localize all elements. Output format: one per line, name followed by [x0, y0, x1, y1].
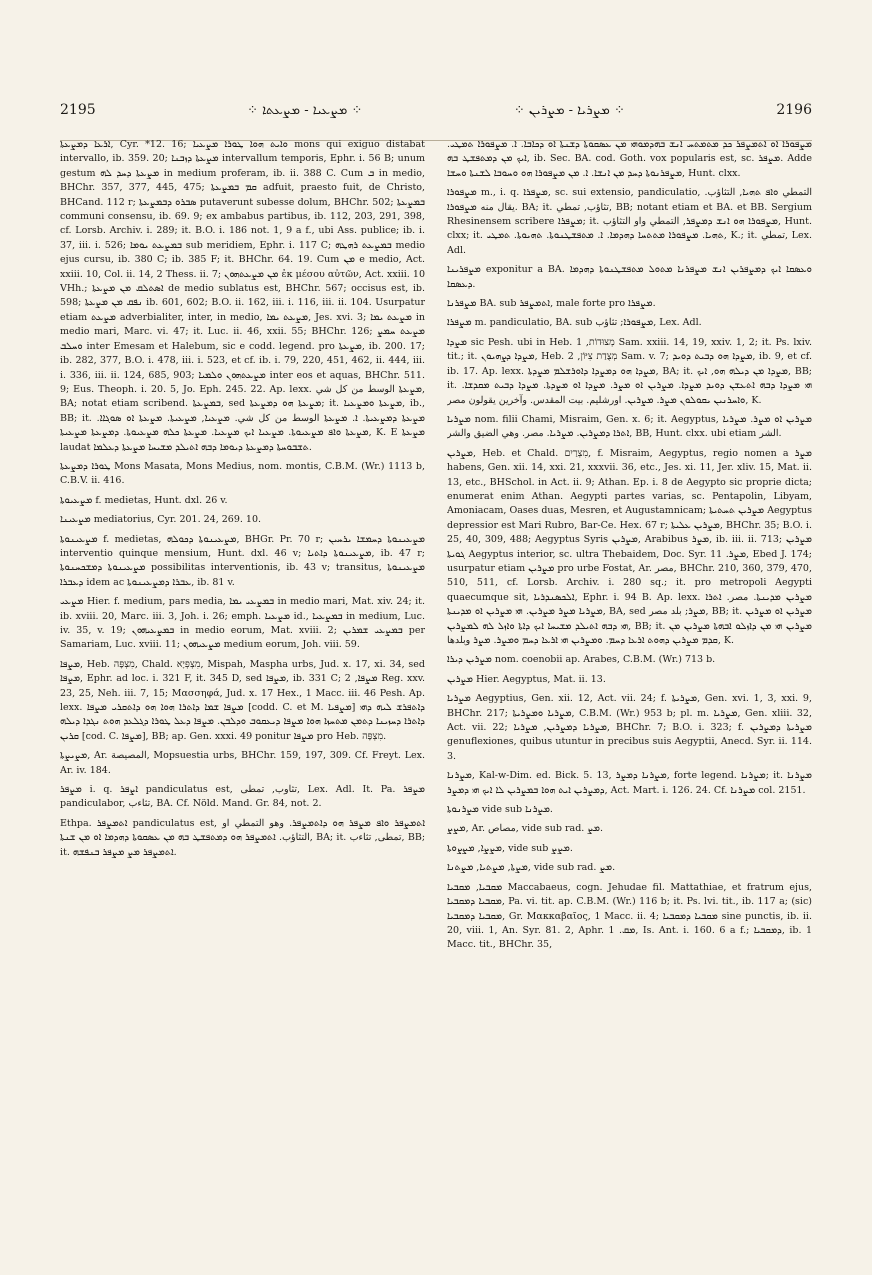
right-page-number: 2196: [776, 102, 812, 118]
dictionary-entry: ܡܨܨ, Ar. مصاص, vide sub rad. ܡܨ.: [447, 823, 603, 835]
dictionary-entry: ܡܨܥܝܢܘܬܐ f. medietas, ܡܨܥܝܢܘܬܐ ܕܟܘܠܗ, BHGr. Pr. 70 r; ܡܨܥܝܢܘܬܐ ܕܚܡܫܐ ܝܪܚܝܢ interventio quinque mensium, Hunt. dxl. 46 v; ܡܨܥܝܢܘܬܐ ܕܐܬܝܐ, ib. 47 r; ܡܨܥܝܢܘܬܐ ܕܡܫܟܚܢܘܬܐ possibilitas interventionis, ib. 43 v; transitus, ܡܨܥܝܢܘܬܐ ܕܥܒܪܐ idem ac ܥܒܪܐ ܕܡܨܥܝܢܘܬܐ, ib. 81 v.: [60, 533, 425, 588]
dictionary-entry: ܡܨܦܘܪܐ m., i. q. ܡܨܦܪܐ, sc. sui extensio, pandiculatio, التمطي ܘܐܦ ܬܗܝܐ, التثاؤب. يقال منه ܡܨܦܘܪܐ. BA; it. تثاؤب, تمطي, BB; notant etiam et BA. et BB. Sergium Rhesinensem scribere ܡܨܦܪܐ; it. ܡܨܦܘܪܐ ܗܘ ܐܢܫ ܕܡܨܦܪ, التمطي واو التثاؤب, Hunt. clxx; it. ܬܗܝܐ. ܡܨܦܘܪܐ ܡܬܬܚܐ ܕܗܕܡܐ. ܐ. ܡܬܦܫܛܢܘܬܐ. ܬܗܝܘܬܐ. ܬܡܛܝ, K.; it. تمطي, Lex. Adl.: [447, 187, 812, 256]
dictionary-entry: ܡܨܕܐ sic Pesh. ubi in Heb. מְצוּדוֹת, 1 Sam. xxiii. 14, 19, xxiv. 1, 2; it. Ps. lxiv. tit.; it. ܡܨܕܐ ܕܨܗܝܘܢ, Heb. מְצֻדַת צִיּוֹן, 2 Sam. v. 7; ܡܨܕܐ ܗܘ ܕܒܝܬ ܕܘܝܕ, ib. 9, et cf. ib. 17. Ap. lexx. ܡܨܕܐ ܗܘ ܕܡܨܕܐ ܕܐܘܪܫܠܡ ܡܨܕܬܐ, BA; it. ܡܨܕܐ ܡܢ ܕܝܠܗ ܗܘ, ܐܝܟ, BB; it. ܗܝ ܡܨܕܐ ܕܒܗ ܐܬܥܫܢ ܕܘܝܕ ܡܨܕܐ. ܡܨܪܝܢ ܐܘ ܡܨܪ. ܡܨܕܐ ܐܘ ܡܨܕܬܐ. ܡܨܕܐ ܕܒܝܬ ܡܩܕܫܐ. ܘܐܚܪܢܝܢ ܝܩܘܠܘܢ ܡܨܪ. ܡܨܪܝܢ. اورشليم. بيت المقدس. وآخرين يقولون مصر, K.: [447, 336, 812, 406]
dictionary-entry: ܡܨܨܐ, ܡܨܨܘܬܐ, vide sub ܡܨܨ.: [447, 842, 573, 854]
dictionary-entry: ܡܨܦܐ, Heb. מִצְפָּה, Chald. מִצְפְּיָא, Mispah, Maspha urbs, Jud. x. 17, xi. 34, sed ܡܨܦܐ, Ephr. ad loc. i. 321 F, it. 345 D, sed ܡܨܦܐ, ib. 331 C; ܡܨܦܐ, 2 Reg. xxv. 23, 25, Neh. iii. 7, 15; Μασσηφά, Jud. x. 17 Hex., 1 Macc. iii. 46 Pesh. Ap. lexx. ܡܨܦܐ ܫܡܐ ܕܐܬܪܐ ܗܘܐ ܗܘ ܕܐܬܩܪܝ ܡܨܦܐ [codd. C. et M. ܡܨܦܝܐ] ܕܐܬܦܪܫ ܠܝܗ ܕܗܝ ܕܐܬܪܐ ܕܚܙܝܢܐ ܕܬܡܢ ܡܬܚܙܐ ܗܘܐ ܡܨܦܐ ܕܝܥܩܘܒ ܘܕܠܒܢ. ܡܨܦܐ ܕܥܠ ܛܘܪܐ ܕܓܠܥܕ ܗܘܬ ܢܓܕܐ ܕܝܠܗ ܩܪܝܢ [cod. C. ܡܨܦܐ], BB; ap. Gen. xxxi. 49 ponitur ܡܨܦܐ pro Heb. מִצְפָּה.: [60, 658, 425, 742]
dictionary-entry: ܡܨܦܪ i. q. ܐܨܦܪ pandiculatus est, تثاوب, تمطى, Lex. Adl. It. Pa. ܡܨܦܪ pandiculabor, تثاءب, BA. Cf. Nöld. Mand. Gr. 84, not. 2.: [60, 784, 425, 810]
dictionary-entry: ܡܨܝܨܬܐ, Ar. المصيصة, Mopsuestia urbs, BHChr. 159, 197, 309. Cf. Freyt. Lex. Ar. iv. 184.: [60, 750, 425, 776]
dictionary-entry: ܡܨܥܝ Hier. f. medium, pars media, ܒܡܨܥܝ ܝܡܐ in medio mari, Mat. xiv. 24; it. ib. xviii. 20, Marc. iii. 3, Joh. i. 26; emph. ܡܨܥܝܐ id., ܒܡܨܥܝܐ in medium, Luc. iv. 35, v. 19; ܒܡܨܥܝܗܘܢ in medio eorum, Mat. xviii. 2; ܒܡܨܥܝ ܫܡܪܝܢ per Samariam, Luc. xviii. 11; ܡܨܥܝܗܘܢ medium eorum, Joh. viii. 59.: [60, 596, 425, 651]
dictionary-entry: Ethpa. ܐܬܡܨܦܪ pandiculatus est, ܐܬܡܨܦܪ ܘܐܦ ܡܨܦܪ ܗܘ ܕܐܬܡܨܦܪ. وهو التمطي او التثاؤب. ܐܬܡܨܦܪ ܗܘ ܕܡܬܦܫܛ ܒܗ ܡܢ ܥܣܩܘܬܐ ܕܗܕܡܐ ܐܘ ܡܢ ܫܢܬܐ, BA; it. تمطى, تثاءب, BB; it. ܐܬܡܨܦܪ ܡܨ ܡܨܦܪ ܒܢܦܫܗ.: [60, 817, 425, 858]
dictionary-entry: ܛܘܪܐ ܕܡܨܥܬܐ Mons Masata, Mons Medius, nom. montis, C.B.M. (Wr.) 1113 b, C.B.V. ii. 416.: [60, 460, 425, 487]
right-running-title: ⁘ ܡܨܪܝܐ - ܡܨܪܝܢ ⁘: [513, 102, 625, 118]
dictionary-entry: ܡܨܦܘܪܐ ܐܘ ܐܬܡܨܦܪ ܟܕ ܡܬܡܬܚ ܐܢܫ ܒܗܕܡܘܗܝ ܡܢ ܥܣܩܘܬܐ ܕܫܢܬܐ ܐܘ ܕܟܐܒܐ. ܐ. ܡܨܦܘܪܐ ܬܡܛܝ. ܐܝܟ ܡܢ ܕܡܬܦܫܛ ܒܗ, ib. Sec. BA. cod. Goth. vox popularis est, sc. ܡܨܦܪ. Adde ܡܨܦܪܢܘܬܐ ܕܚܕ ܡܢ ܐܢܫܐ. ܐ. ܡܢ ܡܨܦܘܪܐ ܗܘ ܘܚܘܒܐ ܠܫܢܬܐ ܘܚܫܐ, Hunt. clxx.: [447, 139, 812, 179]
dictionary-entry: ܡܨܪܝܐ Aegyptius, Gen. xii. 12, Act. vii. 24; f. ܡܨܪܝܬܐ, Gen. xvi. 1, 3, xxi. 9, BHChr. 217; ܡܨܪܝܐ ܘܡܨܪܝܬܐ, C.B.M. (Wr.) 953 b; pl. m. ܡܨܪܝܐ, Gen. xliii. 32, Act. vii. 22; ܡܨܪܝܐ ܕܡܨܪܝܢ, ܡܨܪܝܐ, BHChr. 7; B.O. i. 323; f. ܡܨܪܝܬܐ ܕܡܨܪܝܢ genuflexiones, quibus utuntur in precibus suis Aegyptii, Anecd. Syr. ii. 114. 3.: [447, 693, 812, 762]
dictionary-entry: ܡܨܬܐ, ܡܨܬܝܐ, ܡܨܬܢܐ, vide sub rad. ܡܨ.: [447, 862, 616, 874]
dictionary-entry: ܡܨܪܝܐ nom. filii Chami, Misraim, Gen. x. 6; it. Aegyptus, ܡܨܪܝܢ ܐܘ ܡܨܪ. ܡܨܪܝܐ ܐܬܪܐ ܕܡܨܪܝܢ. ܡܨܪܝܐ. مصر. وهي الضيق والشر, BB, Hunt. clxx. ubi etiam الشر.: [447, 413, 812, 440]
dictionary-entry: ܡܨܪܝܢ Hier. Aegyptus, Mat. ii. 13.: [447, 673, 606, 685]
dictionary-entry: ܡܨܪܝܢ, Heb. et Chald. מִצְרַיִם, f. Misraim, Aegyptus, regio nomen a ܡܨܪ habens, Gen. xii. 14, xxi. 21, xxxvii. 36, etc., Jes. xi. 11, Jer. xliv. 15, Mat. ii. 13, etc., BHSchol. in Act. ii. 9; Athan. Ep. i. 8 de Aegypto sic proprie dicta; enumerat enim Athan. Aegypti partes varias, sc. Pentapolin, Libyam, Amoniacam, Oases duas, Mesren, et Augustamnicam; ܡܨܪܝܢ ܬܚܬܝܬܐ Aegyptus depressior est Mari Rubro, Bar-Ce. Hex. 67 r; ܡܨܪܝܢ ܥܠܝܬܐ, BHChr. 35; B.O. i. 25, 40, 309, 488; Aegyptus Syris ܡܨܪܝܢ, Arabibus ܡܨܪ, ib. iii. ii. 713; ܡܨܪܝܢ ܓܘܝܬܐ Aegyptus interior, sc. ultra Thebaidem, Doc. Syr. ܡܨܪ. 11, Ebed J. 174; usurpatur etiam ܡܨܪܝܢ pro urbe Fostat, Ar. مصر, BHChr. 210, 360, 379, 470, 510, 511, cf. Lorsb. Archiv. i. 280 sq.; it. pro metropoli Aegypti quaecumque sit, ܐܠܟܣܢܕܪܝܐ, Ephr. i. 94 B. Ap. lexx. ܡܨܪܝܢ ܡܕܝܢܬܐ. مصر. ܐܬܪܐ ܡܨܪܝܐ ܡܨܪ ܡܨܪܝܢ. ܗܝ ܡܨܪܝܢ ܐܘ ܡܕܝܢܬܐ, BA, sed ܡܨܪ; بلد مصر, BB; it. ܡܨܪܝܢ ܐܘ ܡܨܪܝܢ ܗܝ ܕܒܗ ܐܬܝܠܕ ܡܫܝܚܐ ܐܝܟ ܕܐܬܐ ܘܐܙܠ ܠܗ ܠܡܨܪܝܢ, BB; it. ܡܨܪܝܢ ܗܝ ܡܢ ܕܐܙܠܘ ܐܒܗܬܐ ܡܨܪܝܢ ܡܢ ܩܕܡ ܡܨܪܝܢ ܕܗܘܬ ܐܪܥܐ ܕܚܡ. ܘܡܨܪܝܢ ܗܝ ܐܪܥܐ ܕܚܡ ܘܡܨܪ. ܡܨܪ وبلدها, K.: [447, 447, 812, 646]
dictionary-entry: ܡܨܪܢܐ, Kal-w-Dim. ed. Bick. 5. 13, ܡܨܪܢܐ ܕܡܨܪ, forte legend. ܡܨܪܢܐ; it. ܡܨܪܢܐ ܕܡܨܪܝܢ ܐܝܬ ܗܘܐ ܒܡܨܪܝܢ ܠܐ ܐܝܟ ܗܝ ܕܡܨܪ, Act. Mart. i. 126. 24. Cf. ܡܨܪܢܐ col. 2151.: [447, 770, 812, 796]
dictionary-entry: ܐܪܥܐ ܕܡܨܥܬܐ, Cyr. *12. 16; ܘܐܝܬ ܗܘܐ ܛܘܪܐ ܡܨܥܝܐ mons qui exiguo distabat intervallo, ib. 359. 20; ܡܨܥܬܐ ܕܙܒܢܐ intervallum temporis, Ephr. i. 56 B; unum gestum ܡܨܥܬܐ ܕܚܕ ܠܗ in medium proferam, ib. ii. 388 C. Cum ܒ in medio, BHChr. 357, 377, 445, 475; ܩܡ ܒܡܨܥܬܐ adfuit, praesto fuit, de Christo, BHCand. 112 r; ܣܒܪܘ ܕܒܡܨܥܬܐ putaverunt subesse dolum, BHChr. 502; ܒܡܨܥܬܐ communi consensu, ib. 69. 9; ex ambabus partibus, ib. 112, 203, 291, 398, cf. Lorsb. Archiv. i. 289; it. B.O. i. 186 not. 1, 9 a f., ubi Ass. publice; ib. i. 37, iii. i. 526; ܒܡܨܥܬ ܝܘܡܐ sub meridiem, Ephr. i. 117 C; ܒܡܨܥܬ ܪܗܛܗ medio ejus cursu, ib. 380 C; ib. 385 F; it. BHChr. 64. 19. Cum ܡܢ e medio, Act. xxiii. 10, Col. ii. 14, 2 Thess. ii. 7; ܡܢ ܡܨܥܬܗܘܢ ἐκ μέσου αὐτῶν, Act. xxiii. 10 VHh.; ܐܣܬܠܩ ܡܢ ܡܨܥܬܐ de medio sublatus est, BHChr. 567; occisus est, ib. 598; ܢܦܩ ܡܢ ܡܨܥܬܐ ib. 601, 602; B.O. ii. 162, iii. i. 116, iii. ii. 104. Usurpatur etiam ܡܨܥܬ adverbialiter, inter, in medio, ܡܨܥܬ ܝܡܐ, Jes. xvi. 3; ܡܨܥܬ ܝܡܐ in medio mari, Marc. vi. 47; it. Luc. ii. 46, xxii. 55; BHChr. 126; ܡܨܥܬ ܚܡܨ ܘܚܠܒ inter Emesam et Halebum, sic e codd. legend. pro ܡܨܥܬܐ, ib. 200. 17; ib. 282, 377, B.O. i. 478, iii. i. 523, et cf. ib. i. 79, 220, 451, 462, ii. 444, iii. i. 336, iii. ii. 124, 685, 903; ܡܨܥܬܗܘܢ ܘܠܡܝܐ inter eos et aquas, BHChr. 511. 9; Eus. Theoph. i. 20. 5, Jo. Eph. 245. 22. Ap. lexx. ܡܨܥܬܐ الوسط من كل شي, BA; notat etiam scribend. ܒܡܨܥܬܐ, sed ܡܨܥܬܐ ܗܘ ܕܡܨܥܬܐ; it. ܡܨܥܬܐ ܘܡܨܥܝܐ, ib., BB; it. ܡܨܥܬܐ ܕܡܨܥܝܬܐ. ܐ. ܡܨܥܬܐ الوسط من كل شي. ܡܨܥܝܐ, ܡܨܥܝܬܐ. ܡܨܥܬܐ ܐܘ ܣܘܓܐܐ. ܡܨܥܬܐ ܘܐܦ ܡܨܥܝܘܬܐ. ܡܨܥܝܐ ܐܝܟ ܡܨܥܝܐ. ܡܨܥܬܐ ܟܠܗ ܡܨܥܝܘܬܐ. ܕܡܨܥܬܐ ܡܨܥܝܬܐ, K. E ܡܨܥܬܐ laudat ܬܫܒܘܚܬܐ ܕܡܨܥܬܐ ܕܝܘܡܐ ܕܒܗ ܐܬܝܠܕ ܡܫܝܚܐ ܡܨܥܬܐ ܕܥܠܡܐ.: [60, 139, 425, 453]
dictionary-entry: ܡܨܥܝܘܬܐ f. medietas, Hunt. dxl. 26 v.: [60, 494, 228, 506]
dictionary-entry: ܡܨܦܪܐ m. pandiculatio, BA. sub ܡܨܦܘܪܐ; تثاؤب, Lex. Adl.: [447, 317, 702, 329]
right-column: [447, 138, 812, 1195]
dictionary-entry: ܡܨܪܝܢ ܕܝܪܐ nom. coenobii ap. Arabes, C.B.M. (Wr.) 713 b.: [447, 654, 716, 666]
left-running-title: ⁘ ܡܨܥܝܐ - ܡܨܥܬܐ ⁘: [247, 102, 363, 118]
left-page-number: 2195: [60, 102, 96, 118]
dictionary-entry: ܡܩܒܝܐ, ܡܩܒܝܐ Maccabaeus, cogn. Jehudae fil. Mattathiae, et fratrum ejus, ܡܩܒܝܐ ܕܡܩܒܝܐ, Pa. vi. tit. ap. C.B.M. (Wr.) 116 b; it. Ps. lvi. tit., ib. 117 a; (sic) ܡܩܒܝܐ ܕܡܩܒܝܐ, Gr. Μακκαβαῖος, 1 Macc. ii. 4; ܡܩܒܝܐ ܕܡܩܒܝܐ sine punctis, ib. ii. 20, viii. 1, An. Syr. 81. 2, Aphr. ܡܩ. 1, Is. Ant. i. 160. 6 a f.; ܕܡܩܒܝܐ, ib. 1 Macc. tit., BHChr. 35,: [447, 881, 812, 951]
dictionary-entry: ܡܨܥܝܢܐ mediatorius, Cyr. 201. 24, 269. 10.: [60, 514, 262, 526]
text-columns: [60, 138, 812, 1195]
left-column: [60, 138, 425, 1195]
dictionary-entry: ܡܨܦܪܢܐ BA. sub ܐܬܡܨܦܪ, male forte pro ܡܨܦܪܐ.: [447, 298, 656, 310]
running-head: [60, 98, 812, 122]
dictionary-entry: ܡܨܪܢܘܬܐ vide sub ܡܨܪܢܐ.: [447, 804, 553, 816]
dictionary-entry: ܡܨܦܪܝܢܐ exponitur a BA. ܘܥܣܩܐ ܐܝܟ ܕܡܨܦܪܝܢ ܐܢܫ ܡܨܦܪܢܐ ܡܬܘܠ ܡܬܦܫܛܢܘܬܐ ܕܗܕܡܐ ܕܥܣܩܐ.: [447, 264, 812, 290]
